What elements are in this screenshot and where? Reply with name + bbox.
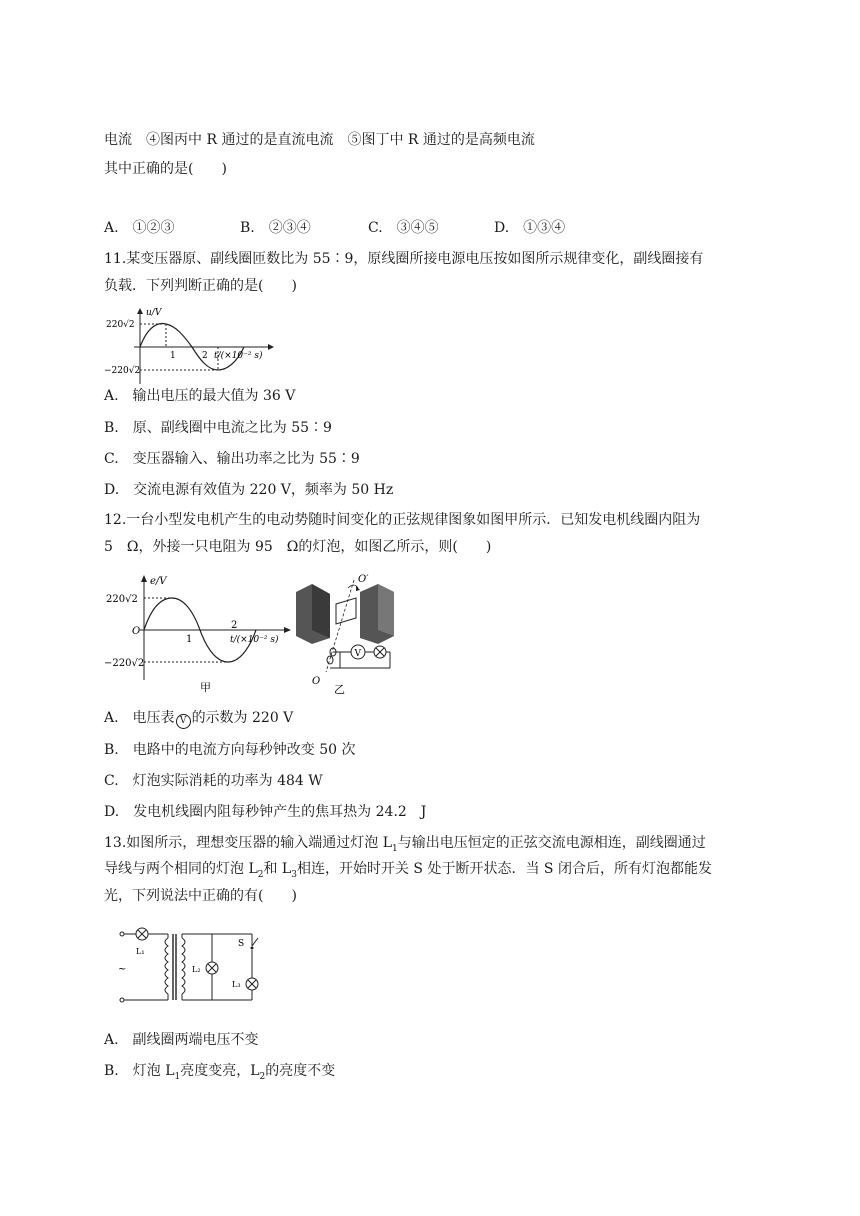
q10-option-b: B. ②③④ <box>240 220 311 236</box>
q12-t2-label: 2 <box>231 620 238 631</box>
q12-stem-line2: 5 Ω，外接一只电阻为 95 Ω的灯泡，如图乙所示，则( ) <box>104 539 492 555</box>
q11-stem-line1: 11.某变压器原、副线圈匝数比为 55∶9，原线圈所接电源电压按如图所示规律变化，副线圈接有 <box>104 251 704 267</box>
q13-L3-label: L₃ <box>232 980 241 989</box>
q12-y-max-label: 220√2 <box>106 594 138 605</box>
q12-option-b: B. 电路中的电流方向每秒钟改变 50 次 <box>104 742 356 758</box>
q12-axis-bottom-label: O <box>312 676 321 687</box>
q12-fig-jia-label: 甲 <box>200 681 211 694</box>
q11-voltage-graph <box>104 306 284 386</box>
q12-stem-line1: 12.一台小型发电机产生的电动势随时间变化的正弦规律图象如图甲所示．已知发电机线圈内阻为 <box>104 512 701 528</box>
q12-option-d: D. 发电机线圈内阻每秒钟产生的焦耳热为 24.2 J <box>104 804 427 820</box>
q12-fig-yi-label: 乙 <box>334 683 345 696</box>
q12-t1-label: 1 <box>186 634 193 645</box>
q12-origin-label: O <box>132 626 141 637</box>
q13-S-label: S <box>238 939 245 949</box>
voltmeter-icon: V <box>176 714 191 729</box>
q11-t2-label: 2 <box>202 351 208 361</box>
q10-stem-end: 其中正确的是( ) <box>104 161 227 177</box>
q13-stem-line1: 13.如图所示，理想变压器的输入端通过灯泡 $L_1$与输出电压恒定的正弦交流电源相连，副线圈通过 <box>104 835 706 854</box>
q11-y-max-label: 220√2 <box>106 320 135 330</box>
q13-option-b: B. 灯泡 $L_1$亮度变亮，$L_2$的亮度不变 <box>104 1063 336 1082</box>
q12-voltmeter-label: V <box>354 649 361 659</box>
q13-source-label: ~ <box>118 964 127 975</box>
q13-L2-label: L₂ <box>192 965 201 974</box>
q12-x-axis-label: t/(×10⁻² s) <box>230 635 279 645</box>
q12-generator-diagram <box>290 572 402 698</box>
q12-option-a: A. 电压表 V 的示数为 220 V <box>104 708 293 729</box>
q12-option-c: C. 灯泡实际消耗的功率为 484 W <box>104 773 323 789</box>
q10-line-continue: 电流 ④图丙中 R 通过的是直流电流 ⑤图丁中 R 通过的是高频电流 <box>104 132 535 148</box>
q11-t1-label: 1 <box>170 351 176 361</box>
q10-option-a: A. ①②③ <box>104 220 175 236</box>
q13-transformer-circuit <box>112 924 272 1020</box>
q13-option-a: A. 副线圈两端电压不变 <box>104 1032 259 1048</box>
q11-option-d: D. 交流电源有效值为 220 V，频率为 50 Hz <box>104 482 394 498</box>
q11-option-b: B. 原、副线圈中电流之比为 55∶9 <box>104 420 332 436</box>
q10-option-c: C. ③④⑤ <box>368 220 439 236</box>
q11-y-axis-label: u/V <box>146 308 162 318</box>
q11-option-a: A. 输出电压的最大值为 36 V <box>104 388 296 404</box>
q11-stem-line2: 负载．下列判断正确的是( ) <box>104 278 297 294</box>
q13-L1-label: L₁ <box>136 947 145 956</box>
q12-y-axis-label: e/V <box>150 576 167 587</box>
q12-emf-graph <box>104 570 294 696</box>
q12-axis-top-label: O′ <box>358 574 369 585</box>
q10-option-d: D. ①③④ <box>494 220 566 236</box>
q11-option-c: C. 变压器输入、输出功率之比为 55∶9 <box>104 451 360 467</box>
q13-stem-line2: 导线与两个相同的灯泡 $L_2$和 $L_3$相连，开始时开关 S 处于断开状态．当 S 闭合后，所有灯泡都能发 <box>104 861 712 880</box>
q11-x-axis-label: t/(×10⁻² s) <box>214 351 263 361</box>
q12-y-min-label: −220√2 <box>104 658 145 669</box>
q13-stem-line3: 光，下列说法中正确的有( ) <box>104 888 297 904</box>
q11-y-min-label: −220√2 <box>104 366 141 376</box>
